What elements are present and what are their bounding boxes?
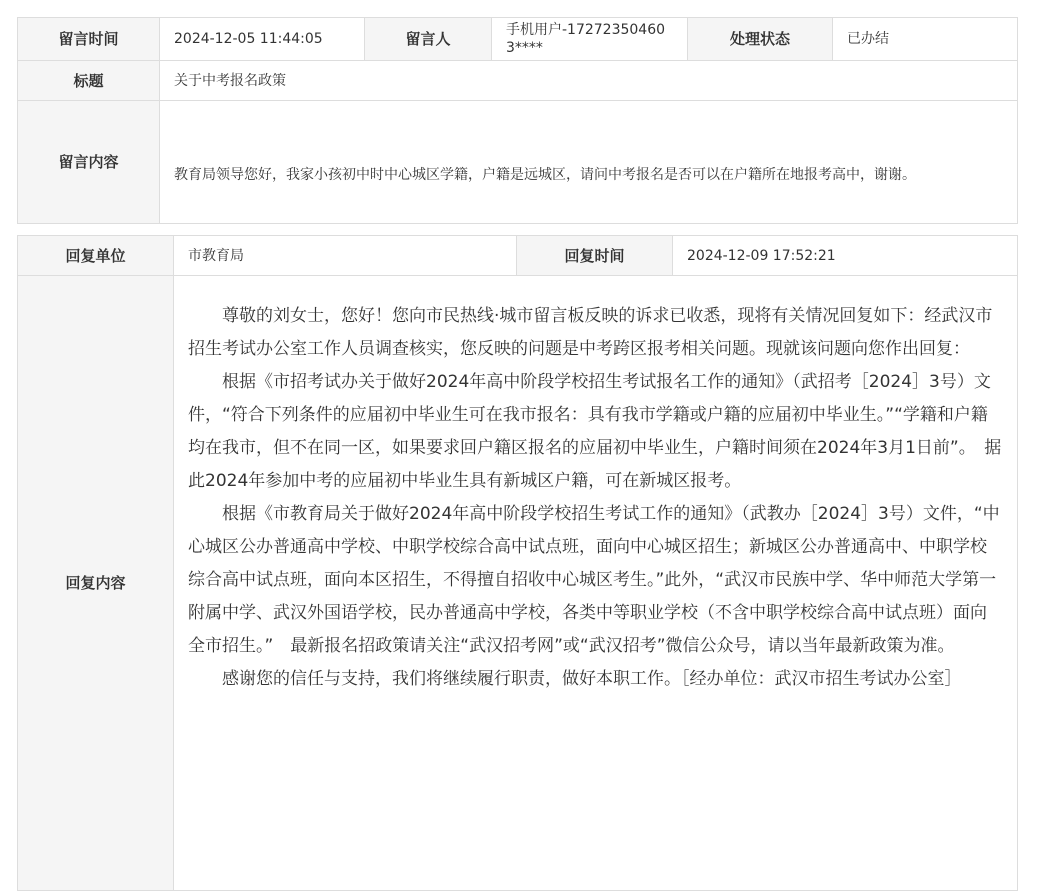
- reply-content-body: [174, 276, 1018, 891]
- reply-meta-row: [18, 236, 1018, 276]
- message-title-row: [18, 61, 1018, 101]
- reply-time-value: 2024-12-09 17:52:21: [673, 236, 1018, 276]
- reply-content-row: [18, 276, 1018, 891]
- message-table: [17, 17, 1018, 224]
- message-title-label: 标题: [18, 61, 160, 101]
- reply-paragraph: 感谢您的信任与支持，我们将继续履行职责，做好本职工作。［经办单位：武汉市招生考试办公室］: [222, 669, 962, 689]
- message-time-label: 留言时间: [18, 18, 160, 61]
- message-status-value: 已办结: [833, 18, 1018, 61]
- message-content-label: 留言内容: [18, 101, 160, 224]
- message-author-label: 留言人: [365, 18, 492, 61]
- reply-paragraph: 根据《市教育局关于做好2024年高中阶段学校招生考试工作的通知》（武教办［2024］3号）文件，“中心城区公办普通高中学校、中职学校综合高中试点班，面向中心城区招生；新城区公办普通高中、中职学校综合高中试点班，面向本区招生，不得擅自招收中心城区考生。”此外，“武汉市民族中学、华中师范大学第一附属中学、武汉外国语学校，民办普通高中学校，各类中等职业学校（不含中职学校综合高中试点班）面向全市招生。” 最新报名招政策请关注“武汉招考网”或“武汉招考”微信公众号，请以当年最新政策为准。: [188, 504, 1000, 656]
- message-meta-row: [18, 18, 1018, 61]
- message-time-value: 2024-12-05 11:44:05: [160, 18, 365, 61]
- reply-paragraph: 根据《市招考试办关于做好2024年高中阶段学校招生考试报名工作的通知》（武招考［2024］3号）文件，“符合下列条件的应届初中毕业生可在我市报名：具有我市学籍或户籍的应届初中毕业生。”“学籍和户籍均在我市，但不在同一区，如果要求回户籍区报名的应届初中毕业生，户籍时间须在2024年3月1日前”。 据此2024年参加中考的应届初中毕业生具有新城区户籍，可在新城区报考。: [188, 372, 1002, 491]
- message-title-value: 关于中考报名政策: [160, 61, 1018, 101]
- message-content-row: [18, 101, 1018, 224]
- message-content-value: 教育局领导您好，我家小孩初中时中心城区学籍，户籍是远城区，请问中考报名是否可以在户籍所在地报考高中，谢谢。: [160, 101, 1018, 224]
- reply-table: [17, 235, 1018, 891]
- reply-paragraph: 尊敬的刘女士，您好！您向市民热线·城市留言板反映的诉求已收悉，现将有关情况回复如下：经武汉市招生考试办公室工作人员调查核实，您反映的问题是中考跨区报考相关问题。现就该问题向您作出回复：: [188, 306, 993, 359]
- reply-unit-value: 市教育局: [174, 236, 517, 276]
- reply-unit-label: 回复单位: [18, 236, 174, 276]
- reply-content-label: 回复内容: [18, 276, 174, 891]
- message-author-value: 手机用户-172723504603****: [492, 18, 688, 61]
- message-status-label: 处理状态: [688, 18, 833, 61]
- reply-time-label: 回复时间: [517, 236, 673, 276]
